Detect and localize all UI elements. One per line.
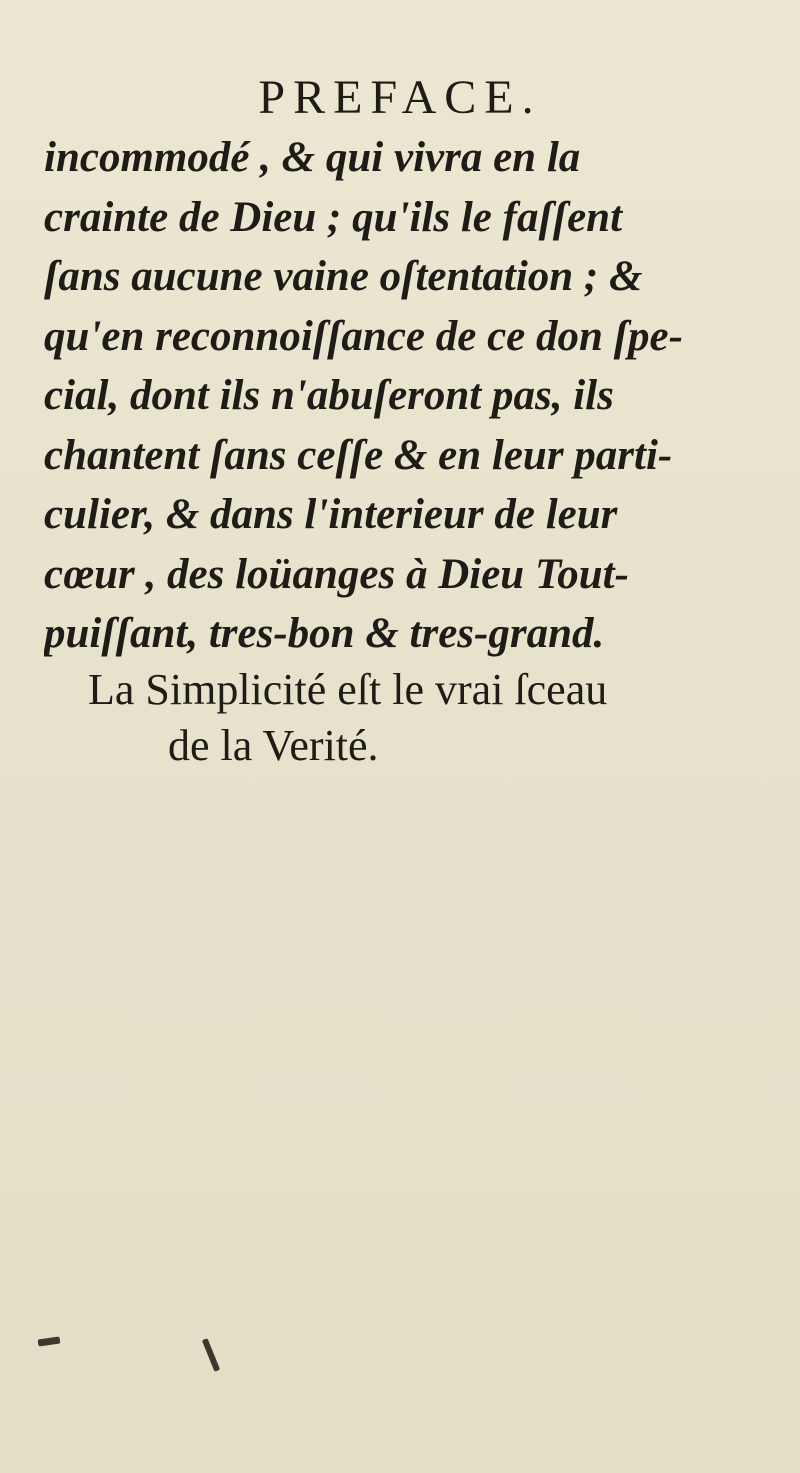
ink-mark <box>38 1337 61 1347</box>
motto-line: de la Verité. <box>168 721 379 770</box>
text-line: qu'en reconnoiſſance de ce don ſpe- <box>44 312 683 360</box>
text-line: crainte de Dieu ; qu'ils le faſſent <box>44 193 623 241</box>
text-line: culier, & dans l'interieur de leur <box>44 491 618 538</box>
text-line: incommodé , & qui vivra en la <box>44 134 581 181</box>
text-line: ſans aucune vaine oſtentation ; & <box>44 253 643 300</box>
text-line: cial, dont ils n'abuſeront pas, ils <box>44 372 614 419</box>
motto <box>0 662 800 774</box>
preface-body-text <box>44 128 764 664</box>
text-line: chantent ſans ceſſe & en leur parti- <box>44 431 673 479</box>
ink-mark <box>202 1338 220 1372</box>
text-line: puiſſant, tres-bon & tres-grand. <box>44 610 605 657</box>
page-header-title: PREFACE. <box>258 71 542 124</box>
text-line: cœur , des loüanges à Dieu Tout- <box>44 550 629 598</box>
motto-line: La Simplicité eſt le vrai ſceau <box>88 665 608 714</box>
